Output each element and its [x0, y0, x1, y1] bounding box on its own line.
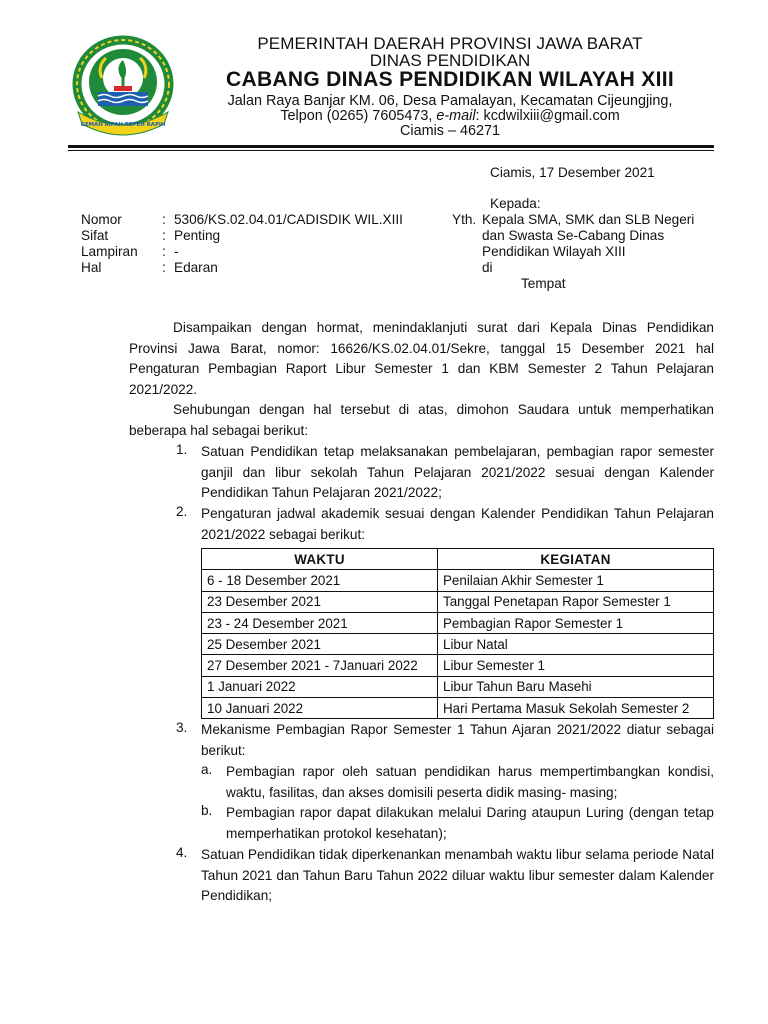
schedule-table: [201, 548, 714, 719]
sub-item-letter: b.: [201, 803, 213, 818]
letter-date: Ciamis, 17 Desember 2021: [490, 165, 655, 180]
recipient-yth: Yth.: [452, 212, 477, 227]
jawa-barat-emblem-logo: [68, 34, 178, 138]
header-address: Jalan Raya Banjar KM. 06, Desa Pamalayan, Kecamatan Cijeungjing,: [227, 93, 673, 109]
list-item-text: Mekanisme Pembagian Rapor Semester 1 Tahun Ajaran 2021/2022 diatur sebagai berikut:: [201, 722, 714, 758]
recipient-line-4: di: [482, 260, 493, 275]
meta-colon: :: [162, 212, 166, 227]
header-city: Ciamis – 46271: [400, 123, 500, 139]
recipient-line-1: Kepala SMA, SMK dan SLB Negeri: [482, 212, 695, 227]
table-header-kegiatan: KEGIATAN: [438, 549, 714, 570]
table-cell-waktu: 10 Januari 2022: [202, 698, 438, 719]
meta-lampiran-value: -: [174, 244, 179, 259]
sub-item-letter: a.: [201, 762, 213, 777]
list-item-text: Satuan Pendidikan tetap melaksanakan pembelajaran, pembagian rapor semester ganjil dan libur sekolah Tahun Pelajaran 2021/2022 sesuai dengan Kalender Pendidikan Tahun Pelajaran 2021/2022;: [201, 444, 714, 501]
table-cell-kegiatan: Pembagian Rapor Semester 1: [438, 612, 714, 633]
list-item-number: 2.: [176, 504, 188, 519]
table-row: [202, 676, 714, 697]
sub-item-text: Pembagian rapor oleh satuan pendidikan harus mempertimbangkan kondisi, waktu, fasilitas, dan akses domisili peserta didik masing- masing;: [226, 764, 714, 800]
logo-motto-text: GEMAH RIPAH REPEH RAPIH: [80, 122, 166, 128]
table-cell-kegiatan: Hari Pertama Masuk Sekolah Semester 2: [438, 698, 714, 719]
header-divider-thick: [68, 145, 714, 148]
body-paragraph-1: Disampaikan dengan hormat, menindaklanjuti surat dari Kepala Dinas Pendidikan Provinsi Jawa Barat, nomor: 16626/KS.02.04.01/Sekre, tanggal 15 Desember 2021 hal Pengaturan Pembagian Raport Libur Semester 1 dan KBM Semester 2 Tahun Pelajaran 2021/2022.: [129, 320, 714, 397]
recipient-line-2: dan Swasta Se-Cabang Dinas: [482, 228, 665, 243]
list-item-text: Pengaturan jadwal akademik sesuai dengan Kalender Pendidikan Tahun Pelajaran 2021/2022 sebagai berikut:: [201, 506, 714, 542]
header-contact: [180, 108, 720, 124]
table-header-row: [202, 549, 714, 570]
table-header-waktu: WAKTU: [202, 549, 438, 570]
meta-lampiran-label: Lampiran: [81, 244, 138, 259]
table-cell-waktu: 23 Desember 2021: [202, 591, 438, 612]
table-row: [202, 698, 714, 719]
meta-nomor-label: Nomor: [81, 212, 122, 227]
meta-sifat-value: Penting: [174, 228, 221, 243]
recipient-kepada: Kepada:: [490, 196, 541, 211]
header-email: : kcdwilxiii@gmail.com: [475, 108, 620, 124]
table-row: [202, 634, 714, 655]
table-row: [202, 591, 714, 612]
sub-item-text: Pembagian rapor dapat dilakukan melalui Daring ataupun Luring (dengan tetap memperhatikan protokol kesehatan);: [226, 805, 714, 841]
table-cell-waktu: 6 - 18 Desember 2021: [202, 570, 438, 591]
table-cell-waktu: 23 - 24 Desember 2021: [202, 612, 438, 633]
header-divider-thin: [68, 150, 714, 151]
list-item-text: Satuan Pendidikan tidak diperkenankan menambah waktu libur selama periode Natal Tahun 2021 dan Tahun Baru Tahun 2022 diluar waktu libur semester dalam Kalender Pendidikan;: [201, 847, 714, 904]
table-cell-kegiatan: Libur Tahun Baru Masehi: [438, 676, 714, 697]
table-cell-waktu: 1 Januari 2022: [202, 676, 438, 697]
recipient-tempat: Tempat: [521, 276, 566, 291]
recipient-line-3: Pendidikan Wilayah XIII: [482, 244, 626, 259]
meta-hal-label: Hal: [81, 260, 102, 275]
table-cell-kegiatan: Libur Natal: [438, 634, 714, 655]
meta-nomor-value: 5306/KS.02.04.01/CADISDIK WIL.XIII: [174, 212, 403, 227]
header-email-label: e-mail: [436, 108, 476, 124]
list-item-number: 4.: [176, 845, 188, 860]
meta-hal-value: Edaran: [174, 260, 218, 275]
table-row: [202, 655, 714, 676]
list-item-number: 1.: [176, 442, 188, 457]
list-item-number: 3.: [176, 720, 188, 735]
meta-colon: :: [162, 244, 166, 259]
table-cell-waktu: 25 Desember 2021: [202, 634, 438, 655]
header-branch-title: CABANG DINAS PENDIDIKAN WILAYAH XIII: [226, 68, 674, 91]
header-government: PEMERINTAH DAERAH PROVINSI JAWA BARAT: [257, 34, 643, 53]
header-agency: DINAS PENDIDIKAN: [369, 51, 531, 70]
header-phone: Telpon (0265) 7605473,: [280, 108, 437, 124]
table-cell-kegiatan: Penilaian Akhir Semester 1: [438, 570, 714, 591]
table-cell-kegiatan: Tanggal Penetapan Rapor Semester 1: [438, 591, 714, 612]
meta-colon: :: [162, 228, 166, 243]
table-row: [202, 612, 714, 633]
meta-sifat-label: Sifat: [81, 228, 109, 243]
table-row: [202, 570, 714, 591]
table-cell-kegiatan: Libur Semester 1: [438, 655, 714, 676]
table-cell-waktu: 27 Desember 2021 - 7Januari 2022: [202, 655, 438, 676]
meta-colon: :: [162, 260, 166, 275]
body-paragraph-2: Sehubungan dengan hal tersebut di atas, dimohon Saudara untuk memperhatikan beberapa hal sebagai berikut:: [129, 402, 714, 438]
